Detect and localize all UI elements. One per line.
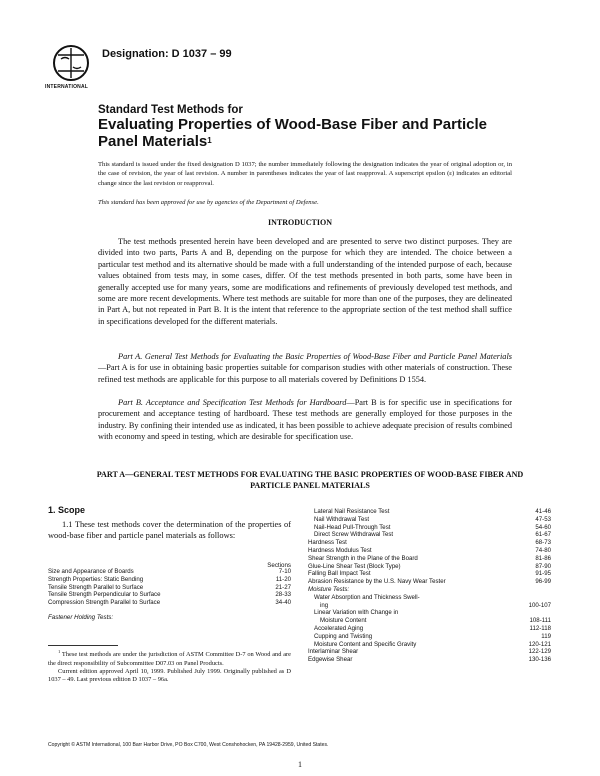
standard-notice: This standard is issued under the fixed designation D 1037; the number immediately following the designation indicates the year of original adoption or, in the case of revision, the year of last revision. A number in parentheses indicates the year of last reapproval. A superscript epsilon (ε) indicates an editorial change since the last revision or reapproval. bbox=[98, 161, 512, 187]
copyright: Copyright © ASTM International, 100 Barr Harbor Drive, PO Box C700, West Conshohocken, PA 19428-2959, United States. bbox=[48, 742, 329, 748]
toc-label: Nail-Head Pull-Through Test bbox=[314, 523, 391, 531]
title-line-2 bbox=[98, 116, 518, 150]
toc-row bbox=[308, 633, 551, 641]
introduction-paragraph-2 bbox=[98, 351, 512, 385]
toc-sections: 87-90 bbox=[535, 562, 551, 570]
toc-sections: 21-27 bbox=[275, 583, 291, 591]
toc-label: Shear Strength in the Plane of the Board bbox=[308, 554, 418, 562]
title-main: Evaluating Properties of Wood-Base Fiber and Particle Panel Materials bbox=[98, 116, 487, 150]
toc-row bbox=[308, 594, 551, 602]
toc-label: Tensile Strength Perpendicular to Surface bbox=[48, 591, 161, 599]
toc-row bbox=[48, 599, 291, 607]
toc-sections: 112-118 bbox=[529, 624, 551, 632]
part-b-title: Part B. Acceptance and Specification Test Methods for Hardboard bbox=[118, 398, 347, 407]
toc-label: Lateral Nail Resistance Test bbox=[314, 508, 390, 515]
toc-label: Tensile Strength Parallel to Surface bbox=[48, 583, 144, 591]
part-a-heading: PART A—GENERAL TEST METHODS FOR EVALUATING THE BASIC PROPERTIES OF WOOD-BASE FIBER AND PARTICLE PANEL MATERIALS bbox=[96, 470, 524, 490]
toc-sections: 11-20 bbox=[275, 575, 291, 583]
toc-sections: 108-111 bbox=[529, 617, 551, 625]
toc-label: Water Absorption and Thickness Swell- bbox=[314, 593, 420, 601]
toc-sections: 100-107 bbox=[528, 601, 551, 609]
toc-row bbox=[308, 609, 551, 617]
toc-label: Cupping and Twisting bbox=[314, 632, 373, 640]
toc-row bbox=[308, 656, 551, 664]
footnote-rule bbox=[48, 645, 118, 646]
toc-label: Strength Properties: Static Bending bbox=[48, 575, 144, 583]
toc-row bbox=[308, 602, 551, 610]
title-line-1: Standard Test Methods for bbox=[98, 104, 243, 116]
toc-left bbox=[48, 568, 291, 607]
toc-label: Compression Strength Parallel to Surface bbox=[48, 599, 161, 607]
toc-sections: 122-129 bbox=[528, 648, 551, 656]
toc-row bbox=[48, 591, 291, 599]
introduction-heading: INTRODUCTION bbox=[267, 218, 332, 227]
footnote bbox=[48, 648, 291, 685]
toc-row bbox=[308, 555, 551, 563]
toc-label: Glue-Line Shear Test (Block Type) bbox=[308, 562, 401, 570]
introduction-paragraph-1: The test methods presented herein have been developed and are presented to serve two distinct purposes. They are divided into two parts, Parts A and B, depending on the purpose for which they are intended. The choice between a particular test method and its alternative should be made with a full understanding of the intended purpose of each, because values obtained from tests may, in some cases, differ. Of the test methods presented in both parts, some have been in generally accepted use for many years, some are modifications and refinements of previously developed test methods, and some are more recent developments. Where test methods are suitable for more than one of the purposes, they are delineated in Part A, but not repeated in Part B. It is the intent that reference to the appropriate section of the test method shall suffice in specifications developed for the different materials. bbox=[98, 237, 512, 326]
toc-label: ing bbox=[320, 601, 329, 609]
toc-sections: 120-121 bbox=[528, 640, 551, 648]
toc-row bbox=[308, 641, 551, 649]
title-footnote-mark: 1 bbox=[207, 136, 212, 145]
toc-sections: 41-46 bbox=[535, 508, 551, 515]
toc-row bbox=[308, 625, 551, 633]
toc-row bbox=[308, 617, 551, 625]
toc-label: Nail Withdrawal Test bbox=[314, 515, 370, 523]
toc-sections: 96-99 bbox=[535, 578, 551, 586]
toc-sections: 81-86 bbox=[535, 554, 551, 562]
toc-sections: 68-73 bbox=[535, 539, 551, 547]
part-a-title: Part A. General Test Methods for Evaluating the Basic Properties of Wood-Base Fiber and Particle Panel Materials bbox=[118, 352, 512, 361]
logo-subtext: INTERNATIONAL bbox=[45, 84, 89, 90]
toc-row bbox=[308, 648, 551, 656]
toc-label: Moisture Content bbox=[320, 617, 367, 625]
toc-row bbox=[308, 570, 551, 578]
toc-row bbox=[308, 524, 551, 532]
footnote-text-1: These test methods are under the jurisdiction of ASTM Committee D-7 on Wood and are the direct responsibility of Subcommittee D07.03 on Panel Products. bbox=[48, 651, 291, 667]
introduction-paragraph-3 bbox=[98, 397, 512, 443]
toc-sections: 34-40 bbox=[275, 599, 291, 607]
toc-sections: 119 bbox=[541, 632, 551, 640]
part-a-text: —Part A is for use in obtaining basic properties suitable for comparison studies with other materials of construction. These refined test methods are applicable for this purpose to all materials covered by Definitions D 1554. bbox=[98, 363, 512, 384]
footnote-2: Current edition approved April 10, 1999. Published July 1999. Originally published as D 1037 – 49. Last previous edition D 1037 – 96a. bbox=[48, 667, 291, 684]
toc-label: Hardness Test bbox=[308, 539, 347, 547]
toc-label: Linear Variation with Change in bbox=[314, 609, 399, 617]
toc-label: Size and Appearance of Boards bbox=[48, 568, 134, 575]
toc-row bbox=[48, 576, 291, 584]
toc-sections: 91-95 bbox=[535, 570, 551, 578]
toc-sections: 7-10 bbox=[278, 568, 291, 575]
toc-label: Moisture Tests: bbox=[308, 585, 350, 593]
toc-label: Direct Screw Withdrawal Test bbox=[314, 531, 394, 539]
toc-row bbox=[308, 531, 551, 539]
toc-label: Hardness Modulus Test bbox=[308, 546, 372, 554]
footnote-mark: 1 bbox=[58, 649, 61, 654]
scope-heading: 1. Scope bbox=[48, 505, 86, 515]
scope-text: 1.1 These test methods cover the determination of the properties of wood-base fiber and particle panel materials as follows: bbox=[48, 520, 291, 541]
toc-row bbox=[308, 547, 551, 555]
toc-sections: 54-60 bbox=[535, 523, 551, 531]
approval-note: This standard has been approved for use by agencies of the Department of Defense. bbox=[98, 199, 319, 206]
fastener-heading: Fastener Holding Tests: bbox=[48, 614, 114, 621]
toc-row bbox=[308, 539, 551, 547]
toc-sections: 61-67 bbox=[535, 531, 551, 539]
toc-row bbox=[308, 516, 551, 524]
sections-header: Sections bbox=[267, 562, 291, 569]
toc-row bbox=[308, 578, 551, 586]
astm-logo bbox=[48, 44, 94, 82]
toc-sections: 47-53 bbox=[535, 515, 551, 523]
toc-row bbox=[48, 584, 291, 592]
designation: Designation: D 1037 – 99 bbox=[102, 48, 232, 60]
toc-sections: 74-80 bbox=[535, 546, 551, 554]
footnote-1 bbox=[48, 648, 291, 668]
toc-label: Edgewise Shear bbox=[308, 656, 353, 664]
toc-row bbox=[308, 563, 551, 571]
toc-label: Accelerated Aging bbox=[314, 624, 364, 632]
toc-right bbox=[308, 508, 551, 664]
page-number: 1 bbox=[298, 760, 302, 769]
toc-label: Falling Ball Impact Test bbox=[308, 570, 371, 578]
toc-sections: 28-33 bbox=[275, 591, 291, 599]
toc-row bbox=[308, 508, 551, 516]
toc-sections: 130-136 bbox=[528, 656, 551, 664]
toc-label: Interlaminar Shear bbox=[308, 648, 359, 656]
toc-row bbox=[308, 586, 551, 594]
toc-label: Moisture Content and Specific Gravity bbox=[314, 640, 417, 648]
toc-row bbox=[48, 568, 291, 576]
part-b-text: —Part B is for specific use in specifications for procurement and acceptance testing of hardboard. These test methods are generally employed for those purposes in the industry. By confining their intended use as indicated, it has been possible to achieve adequate precision of results combined with economy and speed in testing, which are desirable for specification use. bbox=[98, 398, 512, 442]
toc-label: Abrasion Resistance by the U.S. Navy Wear Tester bbox=[308, 578, 446, 586]
